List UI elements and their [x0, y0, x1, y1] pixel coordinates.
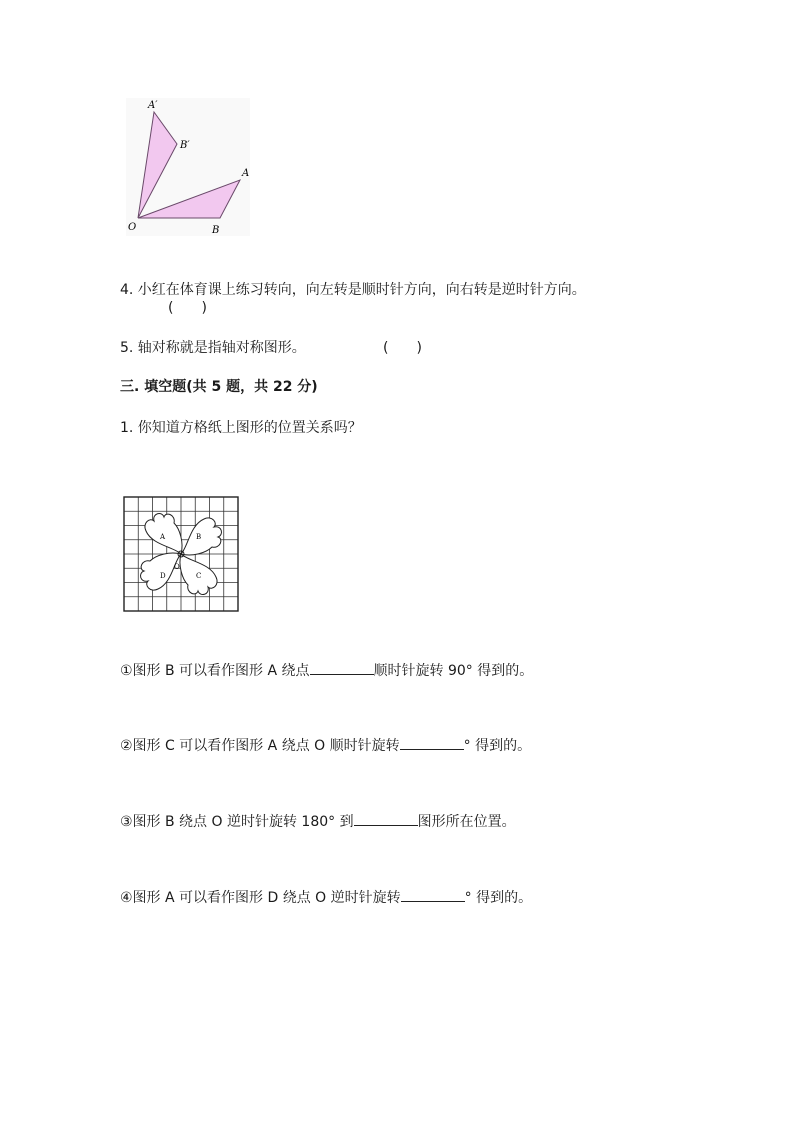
- question-5-text: 5. 轴对称就是指轴对称图形。: [120, 340, 306, 356]
- fill-item-2: [120, 735, 531, 756]
- fill-item-3-after: 图形所在位置。: [417, 814, 516, 830]
- question-5: [120, 338, 306, 358]
- fill-item-3-before: ③图形 B 绕点 O 逆时针旋转 180° 到: [120, 814, 354, 830]
- fill-item-4-after: ° 得到的。: [464, 890, 533, 906]
- label-o: O: [128, 222, 137, 233]
- fill-item-1-after: 顺时针旋转 90° 得到的。: [373, 663, 534, 679]
- fill-item-1: [120, 660, 533, 681]
- fill-item-2-after: ° 得到的。: [463, 738, 532, 754]
- question-4-text: 4. 小红在体育课上练习转向，向左转是顺时针方向，向右转是逆时针方向。: [120, 282, 586, 298]
- label-b: B: [212, 225, 220, 236]
- center-label-o: O: [174, 563, 180, 571]
- question-4-answer-parens[interactable]: ( ): [168, 300, 207, 316]
- fill-item-3-blank[interactable]: [354, 811, 418, 826]
- fill-question-1-prompt: 1. 你知道方格纸上图形的位置关系吗？: [120, 420, 362, 436]
- question-4: [120, 280, 586, 300]
- section-title: 三. 填空题(共 5 题，共 22 分): [120, 379, 318, 395]
- fill-item-4-blank[interactable]: [401, 887, 465, 902]
- petal-label-d: D: [160, 572, 166, 580]
- label-a-prime: A′: [148, 100, 158, 111]
- petal-b: [181, 518, 221, 555]
- petal-label-a: A: [160, 533, 166, 541]
- fill-item-3: [120, 811, 516, 832]
- fill-item-1-before: ①图形 B 可以看作图形 A 绕点: [120, 663, 310, 679]
- fill-item-2-before: ②图形 C 可以看作图形 A 绕点 O 顺时针旋转: [120, 738, 400, 754]
- question-5-answer-parens[interactable]: ( ): [383, 340, 422, 356]
- label-b-prime: B′: [180, 140, 190, 151]
- grid-petal-figure: [122, 495, 242, 615]
- petal-label-c: C: [196, 572, 202, 580]
- fill-item-4: [120, 887, 532, 908]
- fill-item-1-blank[interactable]: [310, 660, 374, 675]
- fill-item-2-blank[interactable]: [400, 735, 464, 750]
- rotation-figure: [122, 96, 254, 238]
- label-a: A: [242, 168, 250, 179]
- fill-item-4-before: ④图形 A 可以看作图形 D 绕点 O 逆时针旋转: [120, 890, 401, 906]
- petal-label-b: B: [196, 533, 202, 541]
